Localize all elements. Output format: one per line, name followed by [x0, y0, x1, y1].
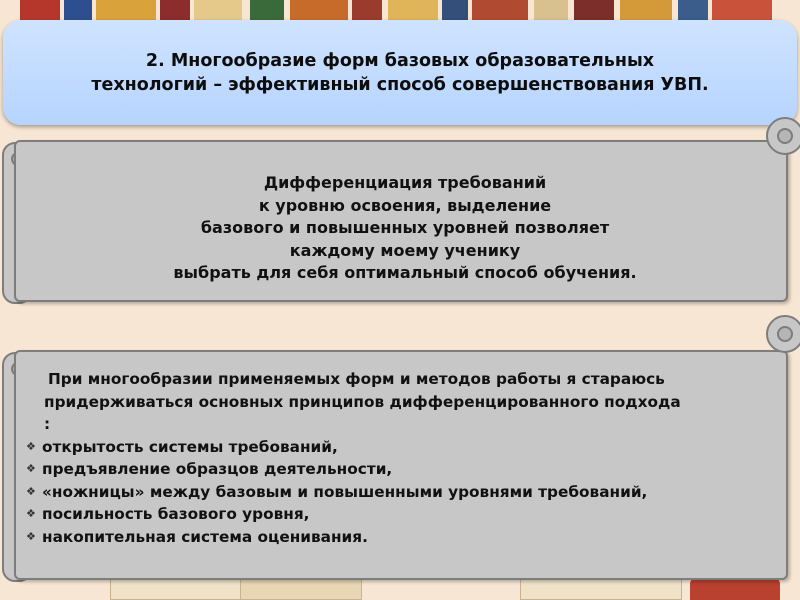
- principles-list: [26, 436, 786, 549]
- diamond-bullet-icon: ❖: [26, 439, 36, 453]
- list-item: ❖ открытость системы требований,: [26, 436, 786, 459]
- diamond-bullet-icon: ❖: [26, 529, 36, 543]
- principles-intro-colon: :: [44, 415, 51, 433]
- diamond-bullet-icon: ❖: [26, 507, 36, 520]
- title-banner: [3, 20, 797, 125]
- diamond-bullet-icon: ❖: [26, 484, 36, 498]
- principles-block: [26, 368, 786, 548]
- scroll-curl-right-icon: [766, 315, 800, 353]
- scroll-curl-right-icon: [766, 117, 800, 155]
- list-item: ❖ накопительная система оценивания.: [26, 526, 786, 549]
- differentiation-text: Дифференциация требований к уровню освоения, выделение базового и повышенных уровней позволяет каждому моему ученику выбрать для себя оптимальный способ обучения.: [173, 173, 637, 282]
- slide-title: 2. Многообразие форм базовых образовательных технологий – эффективный способ совершенствования УВП.: [91, 50, 709, 95]
- list-item: ❖ предъявление образцов деятельности,: [26, 458, 786, 481]
- principles-intro-line1: При многообразии применяемых форм и методов работы я стараюсь: [48, 370, 665, 388]
- principles-intro-line2: придерживаться основных принципов дифференцированного подхода: [44, 392, 681, 411]
- diamond-bullet-icon: ❖: [26, 462, 36, 475]
- list-item: ❖ «ножницы» между базовым и повышенными уровнями требований,: [26, 481, 786, 504]
- list-item: ❖ посильность базового уровня,: [26, 503, 786, 526]
